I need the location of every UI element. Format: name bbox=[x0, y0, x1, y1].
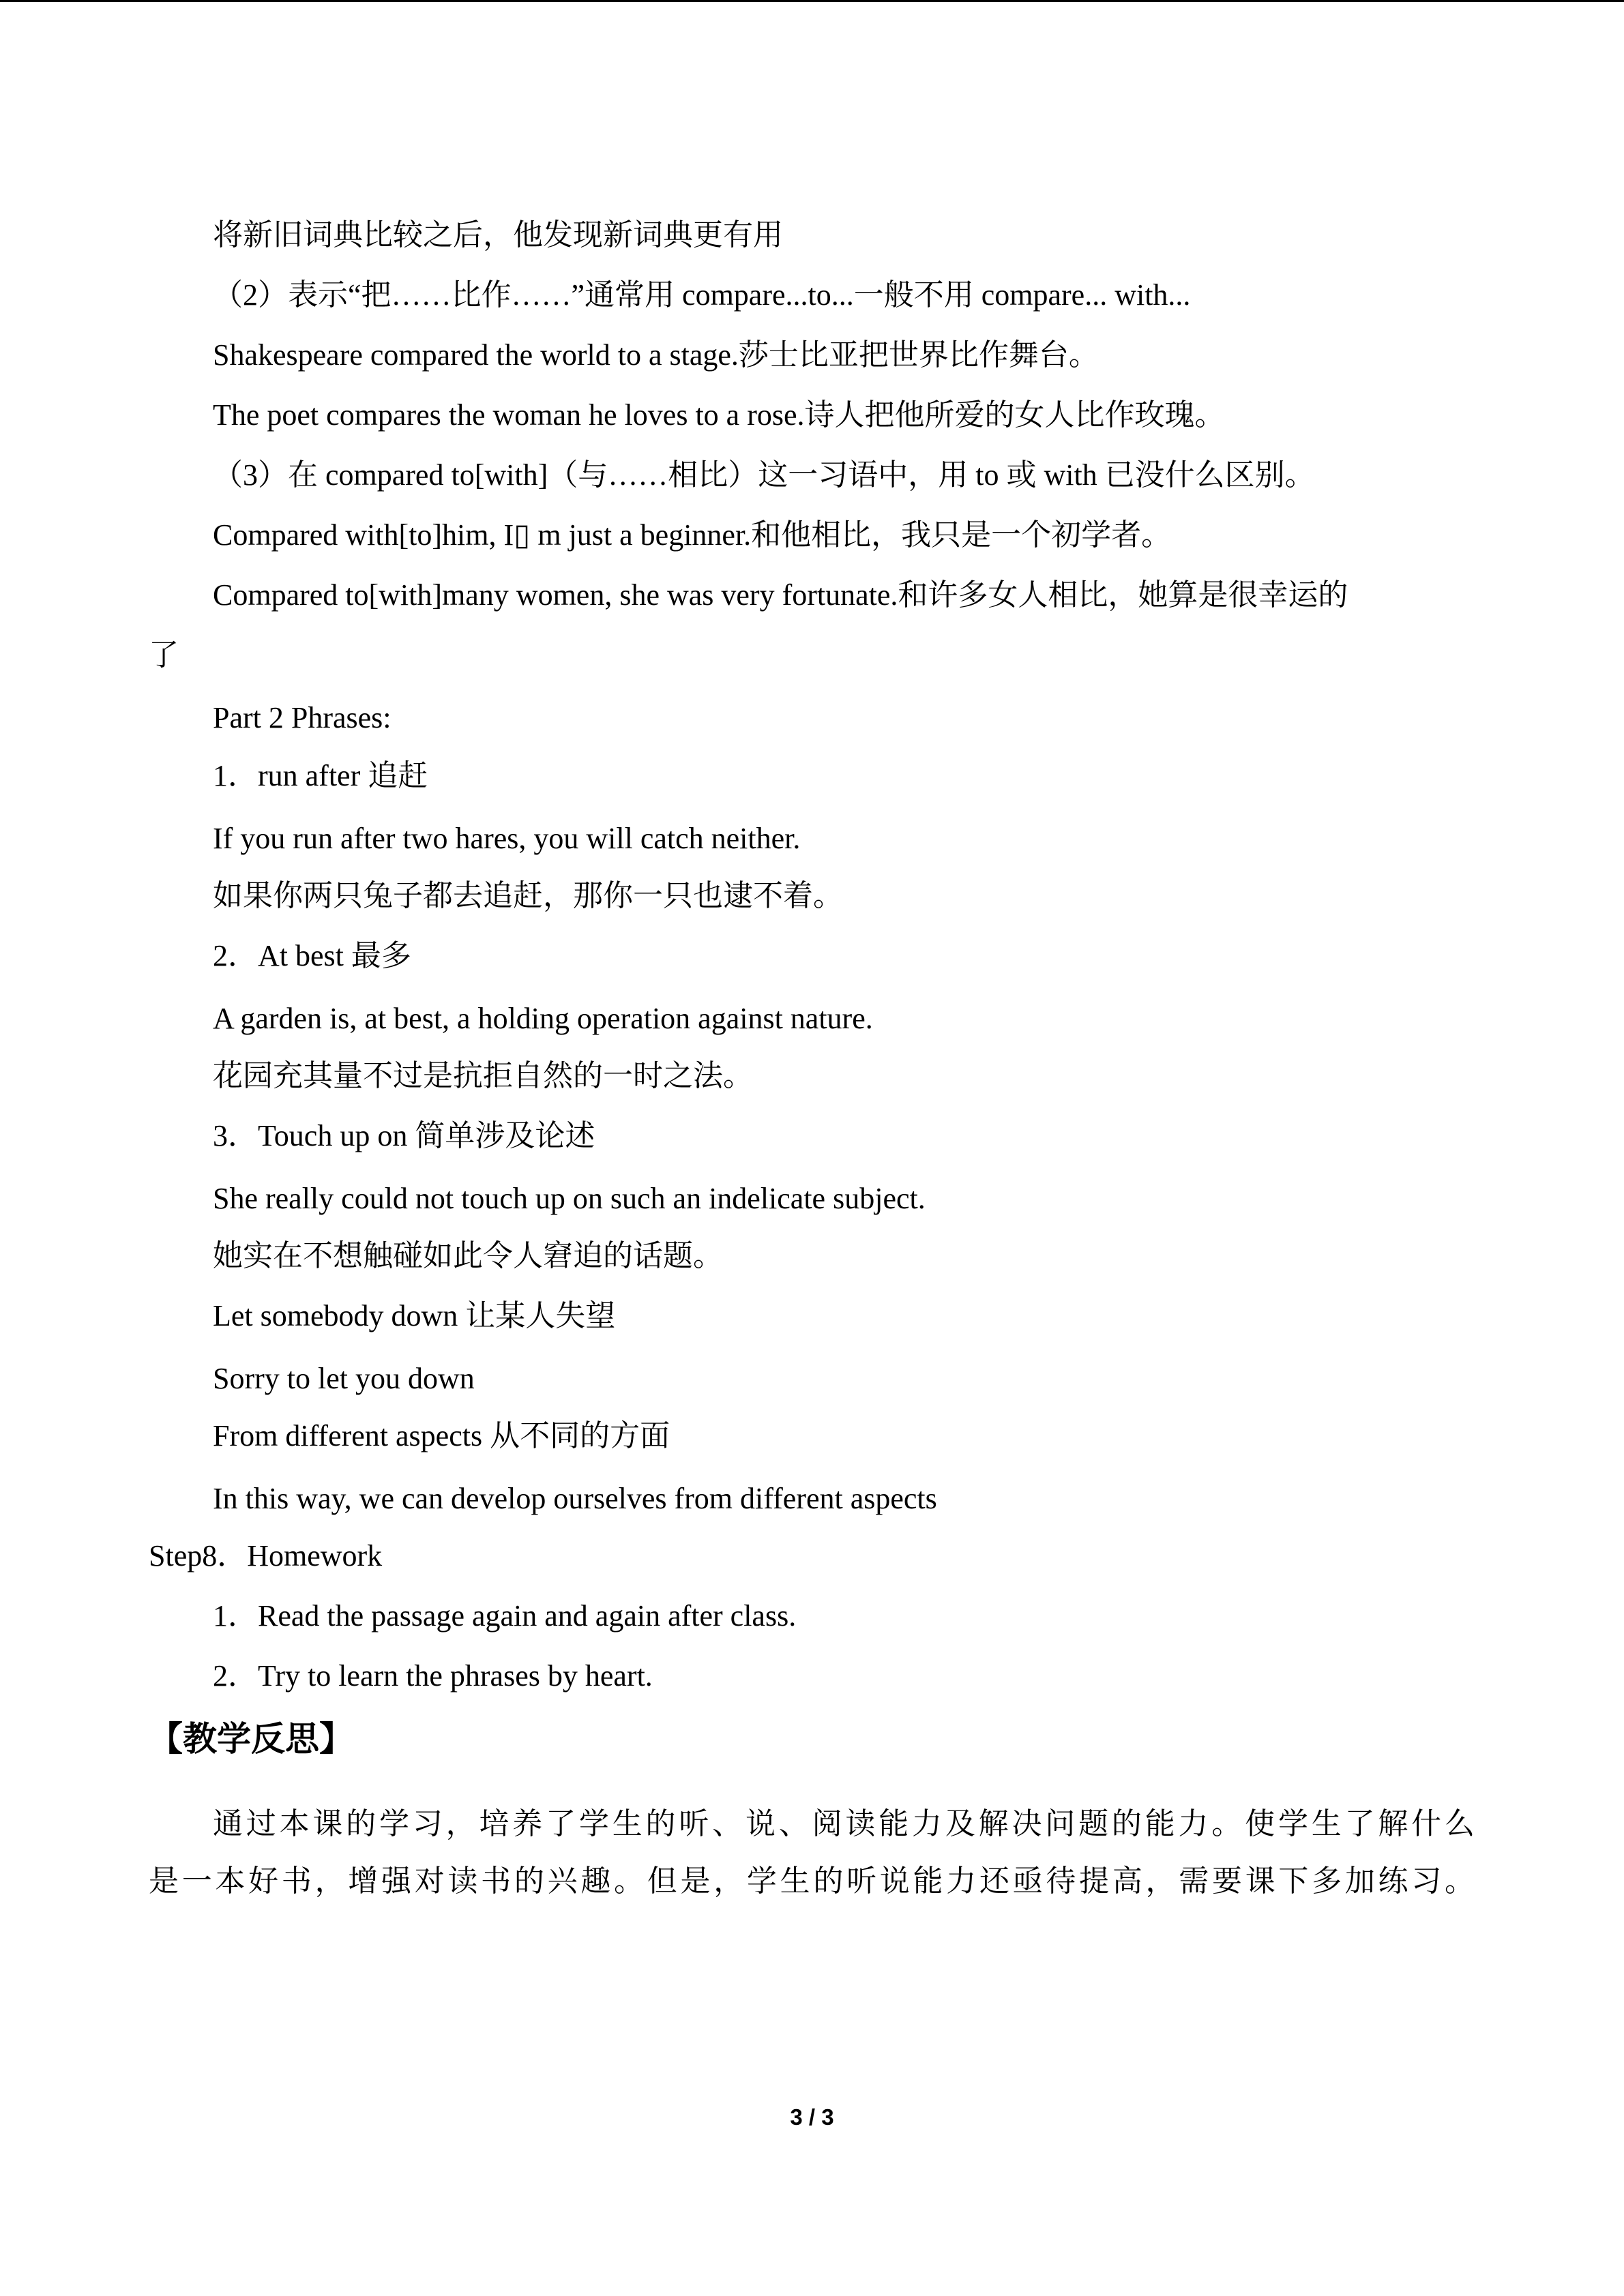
phrase-item: 1．run after 追赶 bbox=[213, 759, 428, 792]
example-en: In this way, we can develop ourselves from different aspects bbox=[213, 1482, 937, 1515]
example-en: A garden is, at best, a holding operation against nature. bbox=[213, 1002, 873, 1035]
text-line: 了 bbox=[149, 638, 179, 672]
reflection-paragraph-line: 是一本好书，增强对读书的兴趣。但是，学生的听说能力还亟待提高，需要课下多加练习。 bbox=[149, 1864, 1475, 1898]
step-heading: Step8．Homework bbox=[149, 1539, 383, 1572]
example-zh: 花园充其量不过是抗拒自然的一时之法。 bbox=[213, 1059, 753, 1092]
phrase-item: Let somebody down 让某人失望 bbox=[213, 1299, 616, 1332]
page-number: 3 / 3 bbox=[790, 2104, 834, 2130]
section-label: Part 2 Phrases: bbox=[213, 701, 392, 734]
example-en: She really could not touch up on such an indelicate subject. bbox=[213, 1182, 926, 1215]
text-line: Compared with[to]him, I▯ m just a beginner.和他相比，我只是一个初学者。 bbox=[213, 518, 1172, 552]
reflection-heading: 【教学反思】 bbox=[149, 1719, 353, 1759]
text-line: Shakespeare compared the world to a stage.莎士比亚把世界比作舞台。 bbox=[213, 338, 1099, 372]
phrase-item: From different aspects 从不同的方面 bbox=[213, 1419, 670, 1452]
example-en: Sorry to let you down bbox=[213, 1362, 475, 1395]
text-line: The poet compares the woman he loves to a rose.诗人把他所爱的女人比作玫瑰。 bbox=[213, 398, 1225, 432]
text-line: 将新旧词典比较之后，他发现新词典更有用 bbox=[213, 218, 783, 252]
example-zh: 如果你两只兔子都去追赶，那你一只也逮不着。 bbox=[213, 879, 843, 912]
top-border bbox=[0, 0, 1624, 2]
text-line: （2）表示“把……比作……”通常用 compare...to...一般不用 compare... with... bbox=[213, 278, 1191, 312]
reflection-paragraph-line: 通过本课的学习，培养了学生的听、说、阅读能力及解决问题的能力。使学生了解什么 bbox=[213, 1807, 1475, 1840]
example-zh: 她实在不想触碰如此令人窘迫的话题。 bbox=[213, 1239, 723, 1272]
homework-item: 2．Try to learn the phrases by heart. bbox=[213, 1659, 653, 1693]
homework-item: 1．Read the passage again and again after class. bbox=[213, 1599, 797, 1632]
phrase-item: 2．At best 最多 bbox=[213, 939, 411, 972]
text-line: （3）在 compared to[with]（与……相比）这一习语中，用 to 或 with 已没什么区别。 bbox=[213, 458, 1315, 492]
text-line: Compared to[with]many women, she was very fortunate.和许多女人相比，她算是很幸运的 bbox=[213, 578, 1348, 612]
example-en: If you run after two hares, you will catch neither. bbox=[213, 822, 801, 855]
phrase-item: 3．Touch up on 简单涉及论述 bbox=[213, 1119, 595, 1152]
